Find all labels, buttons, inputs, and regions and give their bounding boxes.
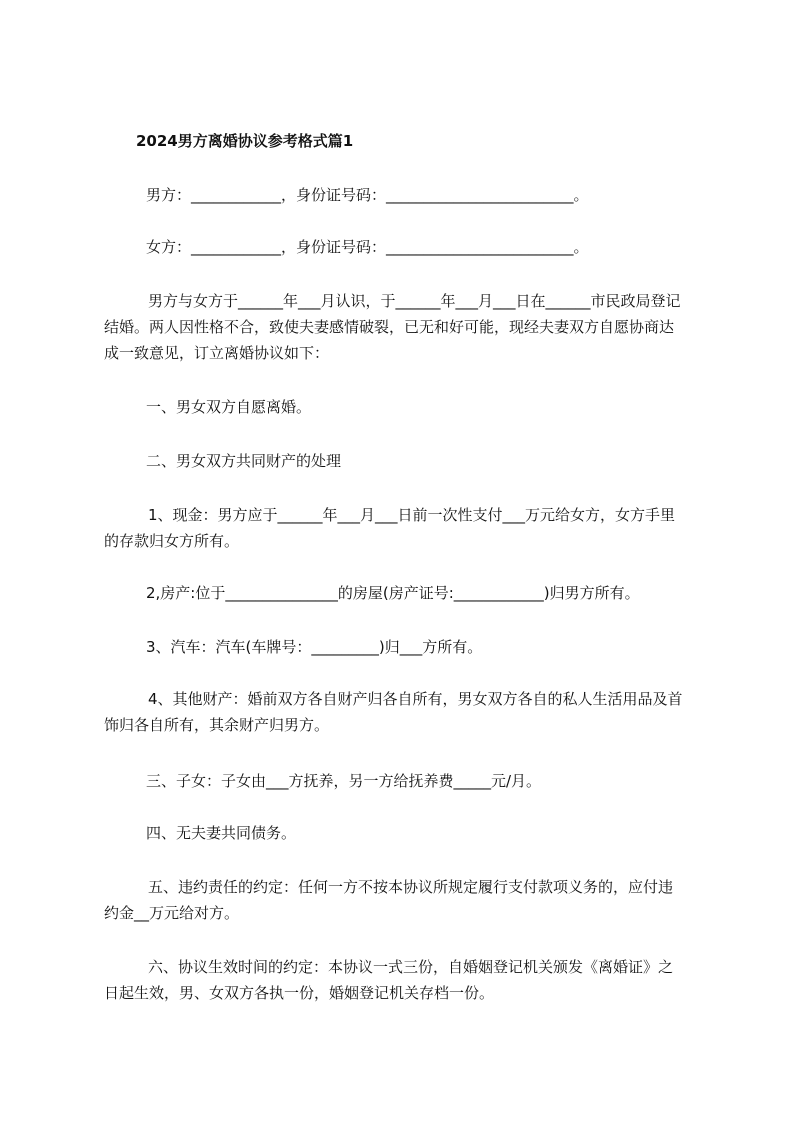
clause-1-divorce-consent: 一、男女双方自愿离婚。 <box>146 398 312 416</box>
clause-2-property-heading: 二、男女双方共同财产的处理 <box>146 452 342 470</box>
document-title: 2024男方离婚协议参考格式篇1 <box>136 132 354 150</box>
paragraph-marriage-background: 男方与女方于______年___月认识，于______年___月___日在______市民政局登记结婚。两人因性格不合，致使夫妻感情破裂，已无和好可能，现经夫妻双方自愿协商达成一致意见，订立离婚协议如下： <box>104 292 681 362</box>
clause-4-no-debt: 四、无夫妻共同债务。 <box>146 824 297 842</box>
item-4-other-property: 4、其他财产：婚前双方各自财产归各自所有，男女双方各自的私人生活用品及首饰归各自所有，其余财产归男方。 <box>104 690 683 734</box>
paragraph-woman-info: 女方：____________，身份证号码：_________________________。 <box>146 238 589 256</box>
item-2-house: 2,房产:位于_______________的房屋(房产证号:____________)归男方所有。 <box>146 584 640 602</box>
paragraph-man-info: 男方：____________，身份证号码：_________________________。 <box>146 186 589 204</box>
clause-5-breach-liability: 五、违约责任的约定：任何一方不按本协议所规定履行支付款项义务的，应付违约金__万元给对方。 <box>104 878 674 922</box>
item-1-cash: 1、现金：男方应于______年___月___日前一次性支付___万元给女方，女方手里的存款归女方所有。 <box>104 506 676 550</box>
item-3-car: 3、汽车：汽车(车牌号：_________)归___方所有。 <box>146 638 483 656</box>
clause-3-children: 三、子女：子女由___方抚养，另一方给抚养费_____元/月。 <box>146 772 542 790</box>
clause-6-effective-date: 六、协议生效时间的约定：本协议一式三份，自婚姻登记机关颁发《离婚证》之日起生效，男、女双方各执一份，婚姻登记机关存档一份。 <box>104 958 674 1002</box>
